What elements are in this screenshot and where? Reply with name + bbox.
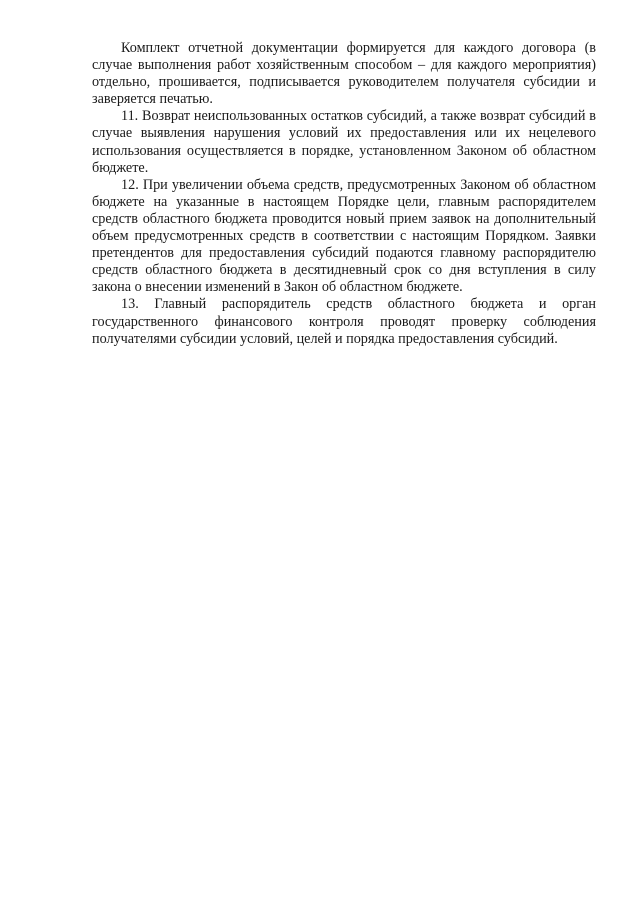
paragraph-13-compliance-check: 13. Главный распорядитель средств областного бюджета и орган государственного финансового контроля проводят проверку соблюдения получателями субсидии условий, целей и порядка предоставления субсидий. (92, 296, 596, 347)
paragraph-12-additional-funding: 12. При увеличении объема средств, предусмотренных Законом об областном бюджете на указанные в настоящем Порядке цели, главным распорядителем средств областного бюджета проводится новый прием заявок на дополнительный объем предусмотренных средств в соответствии с настоящим Порядком. Заявки претендентов для предоставления субсидий подаются главному распорядителю средств областного бюджета в десятидневный срок со дня вступления в силу закона о внесении изменений в Закон об областном бюджете. (92, 176, 596, 296)
paragraph-11-subsidy-return: 11. Возврат неиспользованных остатков субсидий, а также возврат субсидий в случае выявления нарушения условий их предоставления или их нецелевого использования осуществляется в порядке, установленном Законом об областном бюджете. (92, 108, 596, 176)
paragraph-report-documentation: Комплект отчетной документации формируется для каждого договора (в случае выполнения работ хозяйственным способом – для каждого мероприятия) отдельно, прошивается, подписывается руководителем получателя субсидии и заверяется печатью. (92, 40, 596, 108)
document-body (92, 40, 596, 348)
